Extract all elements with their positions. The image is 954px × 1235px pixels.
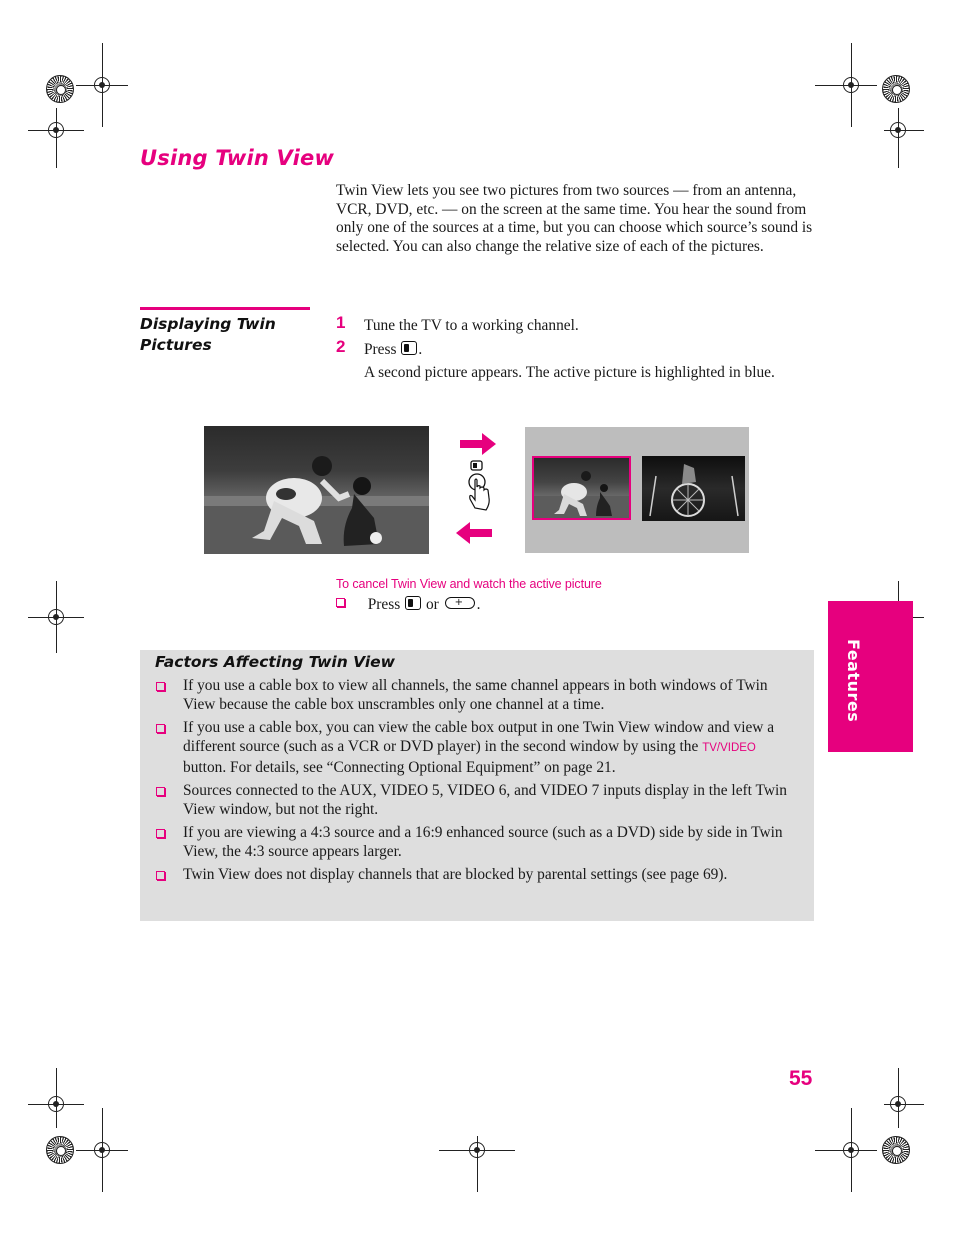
step-text-2 xyxy=(364,340,422,359)
list-item xyxy=(155,676,800,714)
bullet-icon xyxy=(156,829,165,838)
twin-view-button-icon xyxy=(401,341,417,355)
full-picture-photo xyxy=(204,426,429,554)
bullet-icon xyxy=(336,598,345,607)
arrow-left-icon xyxy=(454,521,496,545)
jog-button-icon xyxy=(445,597,475,609)
step-number-2: 2 xyxy=(336,337,346,356)
factors-heading: Factors Affecting Twin View xyxy=(155,653,396,671)
section-rule xyxy=(140,307,310,310)
list-item-text: Twin View does not display channels that are blocked by parental settings (see page 69). xyxy=(183,866,728,883)
bullet-icon xyxy=(156,787,165,796)
cancel-period: . xyxy=(476,596,481,613)
list-item xyxy=(155,718,800,777)
list-item-text: If you use a cable box, you can view the cable box output in one Twin View window and view a different source (such as a VCR or DVD player) in the second window by using the xyxy=(183,719,775,755)
factors-panel xyxy=(140,650,814,921)
bullet-icon xyxy=(156,871,165,880)
step-2-press-label: Press xyxy=(364,341,397,358)
bullet-icon xyxy=(156,682,165,691)
color-target-icon xyxy=(882,1136,910,1164)
color-target-icon xyxy=(46,75,74,103)
step-number-1: 1 xyxy=(336,313,346,332)
list-item-text: button. For details, see “Connecting Optional Equipment” on page 21. xyxy=(183,759,616,776)
cancel-press-label: Press xyxy=(367,596,401,613)
twin-view-screen xyxy=(525,427,749,553)
active-window xyxy=(532,456,631,520)
section-heading-displaying: Displaying Twin Pictures xyxy=(140,315,276,354)
cancel-heading: To cancel Twin View and watch the active picture xyxy=(336,577,602,591)
twin-view-button-icon xyxy=(405,596,421,610)
tv-video-button-label: TV/VIDEO xyxy=(702,742,756,754)
color-target-icon xyxy=(882,75,910,103)
bullet-icon xyxy=(156,724,165,733)
page-number: 55 xyxy=(789,1067,813,1090)
step-2-period: . xyxy=(418,341,423,358)
intro-paragraph: Twin View lets you see two pictures from two sources — from an antenna, VCR, DVD, etc. — on the screen at the same time. You hear the sound from only one of the sources at a time, but you can choose which source’s sound is selected. You can also change the relative size of each of the pictures. xyxy=(336,182,813,256)
color-target-icon xyxy=(46,1136,74,1164)
cancel-instruction xyxy=(336,595,480,614)
list-item-text: If you are viewing a 4:3 source and a 16:9 enhanced source (such as a DVD) side by side in Twin View, the 4:3 source appears larger. xyxy=(183,824,783,860)
list-item-text: If you use a cable box to view all channels, the same channel appears in both windows of Twin View because the cable box unscrambles only one channel at a time. xyxy=(183,677,768,713)
left-window-photo xyxy=(534,458,631,520)
list-item xyxy=(155,865,800,884)
side-tab-label: Features xyxy=(844,639,863,723)
step-text-1: Tune the TV to a working channel. xyxy=(364,317,579,334)
list-item-text: Sources connected to the AUX, VIDEO 5, VIDEO 6, and VIDEO 7 inputs display in the left Twin View window, but not the right. xyxy=(183,782,787,818)
second-window xyxy=(642,456,745,521)
arrow-right-icon xyxy=(456,432,498,456)
page-title: Using Twin View xyxy=(140,146,335,170)
right-window-photo xyxy=(642,456,745,521)
factors-list xyxy=(155,676,800,888)
list-item xyxy=(155,823,800,861)
hand-press-icon xyxy=(464,458,494,516)
side-tab-features xyxy=(828,601,913,752)
list-item xyxy=(155,781,800,819)
cancel-or-label: or xyxy=(425,596,439,613)
football-player-illustration xyxy=(204,426,429,554)
step-2-detail: A second picture appears. The active picture is highlighted in blue. xyxy=(364,364,775,381)
